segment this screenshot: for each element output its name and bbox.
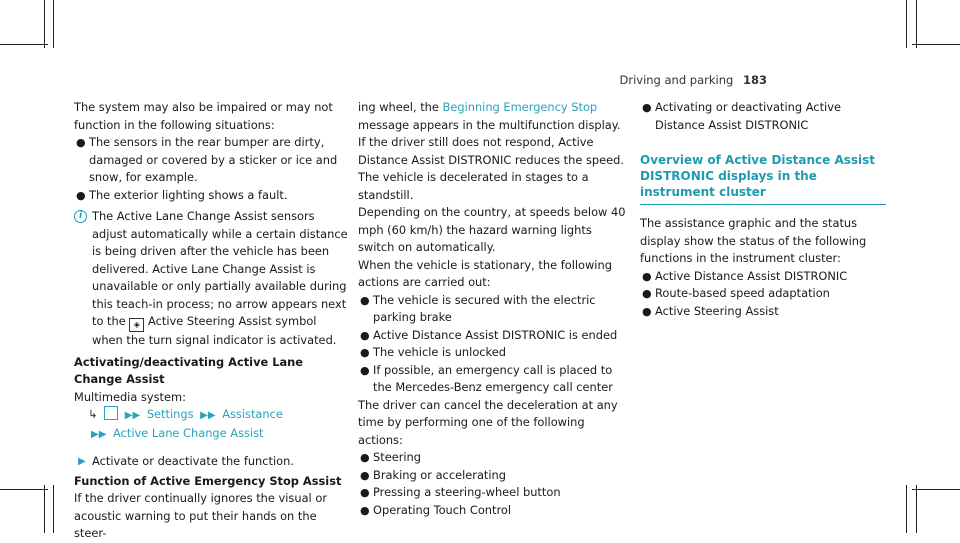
home-icon[interactable] bbox=[104, 406, 118, 420]
crop-mark bbox=[53, 485, 54, 533]
list-item: ● Active Steering Assist bbox=[642, 303, 779, 318]
list-item: ● Active Distance Assist DISTRONIC bbox=[642, 268, 848, 283]
list-item: ● The vehicle is secured with the electric parking brake bbox=[360, 292, 596, 324]
crop-mark bbox=[912, 44, 960, 45]
para-3: When the vehicle is stationary, the following actions are carried out: bbox=[358, 257, 612, 289]
heading-activating: Activating/deactivating Active Lane Change Assist bbox=[74, 354, 303, 386]
list-item: ● Steering bbox=[360, 450, 422, 464]
steering-assist-symbol-icon: ◈ bbox=[129, 318, 144, 332]
crop-mark bbox=[912, 489, 960, 490]
nav-settings[interactable]: Settings bbox=[146, 407, 194, 421]
para-4: The driver can cancel the deceleration at any time by performing one of the following actions: bbox=[358, 397, 618, 447]
para-emergency-stop: If the driver continually ignores the visual or acoustic warning to put their hands on the steer- bbox=[74, 491, 327, 540]
list-item: ● If possible, an emergency call is placed to the Mercedes-Benz emergency call center bbox=[360, 362, 613, 394]
crop-mark bbox=[53, 0, 54, 48]
header-section: Driving and parking bbox=[619, 73, 734, 87]
column-3 bbox=[640, 99, 886, 320]
list-item: ● The exterior lighting shows a fault. bbox=[76, 187, 288, 202]
column-1 bbox=[74, 99, 350, 543]
nav-assistance[interactable]: Assistance bbox=[222, 407, 283, 421]
nav-active-lane-change-assist[interactable]: Active Lane Change Assist bbox=[113, 425, 264, 440]
heading-emergency-stop: Function of Active Emergency Stop Assist bbox=[74, 473, 342, 488]
crop-mark bbox=[44, 0, 45, 48]
chevron-icon: ▶▶ bbox=[91, 428, 107, 440]
note-text-b: Active Steering Assist symbol when the turn signal indicator is activated. bbox=[92, 314, 337, 347]
action-step: ▶ Activate or deactivate the function. bbox=[74, 453, 350, 471]
section-title: Overview of Active Distance Assist DISTRONIC displays in the instrument cluster bbox=[640, 152, 886, 205]
crop-mark bbox=[44, 485, 45, 533]
menu-label: Multimedia system: bbox=[74, 389, 186, 404]
para-2: Depending on the country, at speeds below 40 mph (60 km/h) the hazard warning lights switch on automatically. bbox=[358, 205, 626, 254]
page-number: 183 bbox=[742, 73, 767, 87]
list-item: ● The vehicle is unlocked bbox=[360, 345, 506, 359]
para-overview: The assistance graphic and the status display show the status of the following functions in the instrument cluster: bbox=[640, 216, 867, 265]
list-item: ● Activating or deactivating Active Distance Assist DISTRONIC bbox=[642, 100, 841, 132]
info-note bbox=[74, 208, 350, 350]
step-arrow-icon: ▶ bbox=[78, 456, 86, 467]
list-item: ● Operating Touch Control bbox=[360, 502, 512, 517]
list-item: ● Braking or accelerating bbox=[360, 467, 507, 482]
crop-mark bbox=[906, 485, 907, 533]
para-1: ing wheel, the Beginning Emergency Stop message appears in the multifunction display. If the driver still does not respond, Active Distance Assist DISTRONIC reduces the speed. The vehicle is decelerated in stages to a standstill. bbox=[358, 100, 624, 202]
note-text-a: The Active Lane Change Assist sensors adjust automatically while a certain distance is being driven after the vehicle has been delivered. Active Lane Change Assist is unavailable or only partially available during this teach-in process; no arrow appears next to the bbox=[92, 209, 348, 328]
display-message-link: Beginning Emergency Stop bbox=[442, 100, 598, 114]
list-item: ● Route-based speed adaptation bbox=[642, 286, 830, 300]
column-2 bbox=[358, 99, 630, 519]
intro-text: The system may also be impaired or may not function in the following situations: bbox=[74, 100, 333, 132]
chevron-icon: ▶▶ bbox=[200, 410, 216, 421]
arrow-icon: ↳ bbox=[88, 407, 98, 421]
info-icon: i bbox=[74, 210, 87, 223]
crop-mark bbox=[0, 489, 48, 490]
list-item: ● The sensors in the rear bumper are dirty, damaged or covered by a sticker or ice and snow, for example. bbox=[76, 135, 338, 184]
crop-mark bbox=[916, 485, 917, 533]
chevron-icon: ▶▶ bbox=[124, 410, 141, 421]
list-item: ● Active Distance Assist DISTRONIC is ended bbox=[360, 327, 618, 342]
crop-mark bbox=[916, 0, 917, 48]
crop-mark bbox=[0, 44, 48, 45]
page-header bbox=[619, 73, 767, 87]
list-item: ● Pressing a steering-wheel button bbox=[360, 485, 561, 499]
menu-path bbox=[74, 406, 350, 443]
crop-mark bbox=[906, 0, 907, 48]
